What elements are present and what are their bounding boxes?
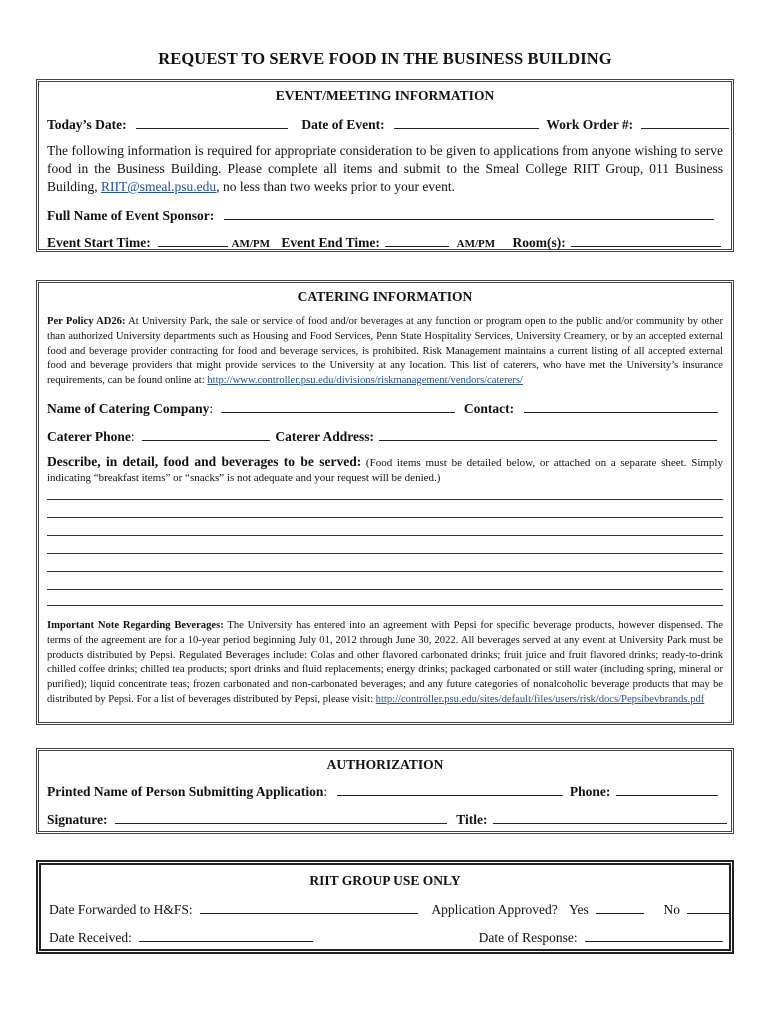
work-order-label: Work Order #: xyxy=(546,117,634,132)
catering-section xyxy=(36,280,734,725)
riit-heading: RIIT GROUP USE ONLY xyxy=(309,873,461,888)
received-row xyxy=(49,929,721,946)
printed-name-row: Printed Name of Person Submitting Application: Phone: xyxy=(47,783,723,800)
describe-label: Describe, in detail, food and beverages to be served: xyxy=(47,454,362,469)
caterer-address-label: Caterer Address: xyxy=(275,429,374,444)
event-heading: EVENT/MEETING INFORMATION xyxy=(275,88,495,103)
date-of-event-field[interactable] xyxy=(394,116,539,129)
caterers-link[interactable]: http://www.controller.psu.edu/divisions/riskmanagement/vendors/caterers/ xyxy=(207,375,523,387)
phone-row: Caterer Phone: Caterer Address: xyxy=(47,428,723,445)
catering-heading: CATERING INFORMATION xyxy=(297,289,473,304)
received-field[interactable] xyxy=(139,929,313,942)
signature-field[interactable] xyxy=(115,811,447,824)
authorization-heading: AUTHORIZATION xyxy=(326,757,444,772)
policy-text: At University Park, the sale or service of food and/or beverages at any function or program open to the public and/or community by other than authorized University departments such as Housing and Food Services, Penn State Hospitality Services, University Creamery, or by an accepted external food and beverage provider contracting for food and beverage services, is prohibited. Risk Management maintains a current listing of all accepted external food and beverage providers that might provide services to the University at any location. This list of caterers, who have met the University’s insurance requirements, can be found online at: xyxy=(47,316,723,387)
title-field[interactable] xyxy=(493,811,727,824)
end-time-field[interactable] xyxy=(385,234,449,247)
no-label: No xyxy=(663,902,680,917)
email-link[interactable]: RIIT@smeal.psu.edu xyxy=(101,179,217,194)
policy-paragraph xyxy=(47,315,723,389)
food-line-4[interactable] xyxy=(47,553,723,554)
contact-field[interactable] xyxy=(524,400,718,413)
work-order-field[interactable] xyxy=(641,116,729,129)
company-label: Name of Catering Company xyxy=(47,401,210,416)
rooms-field[interactable] xyxy=(571,234,721,247)
food-line-3[interactable] xyxy=(47,535,723,536)
printed-name-label: Printed Name of Person Submitting Application xyxy=(47,784,324,799)
sponsor-field[interactable] xyxy=(224,207,714,220)
caterer-phone-field[interactable] xyxy=(142,428,270,441)
forwarded-label: Date Forwarded to H&FS: xyxy=(49,902,193,917)
pepsi-link[interactable]: http://controller.psu.edu/sites/default/files/users/risk/docs/Pepsibevbrands.pdf xyxy=(375,693,705,705)
food-line-6[interactable] xyxy=(47,589,723,590)
date-of-event-label: Date of Event: xyxy=(301,117,385,132)
caterer-address-field[interactable] xyxy=(379,428,717,441)
time-row xyxy=(47,234,723,251)
todays-date-label: Today’s Date: xyxy=(47,117,127,132)
title-label: Title: xyxy=(456,812,488,827)
printed-name-field[interactable] xyxy=(337,783,563,796)
describe-paragraph xyxy=(47,455,723,486)
contact-label: Contact: xyxy=(463,401,515,416)
info-text: The following information is required for appropriate consideration to be given to applications from anyone wishing to serve food in the Business Building. Please complete all items and submit to the Smeal College RIIT Group, 011 Business Building, xyxy=(47,143,723,194)
response-field[interactable] xyxy=(585,929,723,942)
response-label: Date of Response: xyxy=(478,930,578,945)
authorization-section xyxy=(36,748,734,834)
start-time-field[interactable] xyxy=(158,234,228,247)
food-line-1[interactable] xyxy=(47,499,723,500)
food-line-5[interactable] xyxy=(47,571,723,572)
end-ampm: AM/PM xyxy=(456,238,496,250)
describe-note: (Food items must be detailed below, or attached on a separate sheet. Simply indicating “breakfast items” or “snacks” is not adequate and your request will be denied.) xyxy=(47,457,723,484)
event-section xyxy=(36,79,734,252)
no-field[interactable] xyxy=(687,901,729,914)
page-title: REQUEST TO SERVE FOOD IN THE BUSINESS BUILDING xyxy=(158,49,612,68)
info-paragraph xyxy=(47,142,723,196)
rooms-label: Room(s): xyxy=(512,235,566,250)
beverage-text: The University has entered into an agreement with Pepsi for specific beverage products, however dispensed. The terms of the agreement are for a 10-year period beginning July 01, 2012 through June 30, 2022. All beverages served at any event at University Park must be products distributed by Pepsi. Regulated Beverages include: Colas and other flavored carbonated drinks; fruit juice and fruit flavored drinks; ready-to-drink chilled coffee drinks; chilled tea products; sport drinks and fluid replacements; energy drinks; packaged carbonated or still water (including spring, mineral or purified); liquid concentrate teas; frozen carbonated and non-carbonated beverages; and any future categories of nonalcoholic beverage products that may be distributed by Pepsi. For a list of beverages distributed by Pepsi, please visit: xyxy=(47,620,724,705)
company-field[interactable] xyxy=(221,400,455,413)
forwarded-row xyxy=(49,901,721,918)
received-label: Date Received: xyxy=(49,930,132,945)
food-line-2[interactable] xyxy=(47,517,723,518)
end-time-label: Event End Time: xyxy=(281,235,380,250)
todays-date-field[interactable] xyxy=(136,116,288,129)
riit-section xyxy=(36,860,734,954)
sponsor-label: Full Name of Event Sponsor: xyxy=(47,208,215,223)
dates-row xyxy=(47,116,723,133)
food-line-7[interactable] xyxy=(47,605,723,606)
sponsor-row xyxy=(47,207,723,224)
auth-phone-label: Phone: xyxy=(569,784,611,799)
info-tail: , no less than two weeks prior to your event. xyxy=(216,179,456,194)
approved-label: Application Approved? xyxy=(431,902,558,917)
caterer-phone-label: Caterer Phone xyxy=(47,429,131,444)
start-time-label: Event Start Time: xyxy=(47,235,151,250)
signature-row xyxy=(47,811,723,828)
policy-label: Per Policy AD26: xyxy=(47,316,126,327)
beverage-paragraph xyxy=(47,619,723,708)
auth-phone-field[interactable] xyxy=(616,783,718,796)
company-row: Name of Catering Company: Contact: xyxy=(47,400,723,417)
beverage-label: Important Note Regarding Beverages: xyxy=(47,620,224,631)
signature-label: Signature: xyxy=(47,812,108,827)
yes-field[interactable] xyxy=(596,901,644,914)
start-ampm: AM/PM xyxy=(231,238,270,250)
yes-label: Yes xyxy=(569,902,589,917)
forwarded-field[interactable] xyxy=(200,901,418,914)
